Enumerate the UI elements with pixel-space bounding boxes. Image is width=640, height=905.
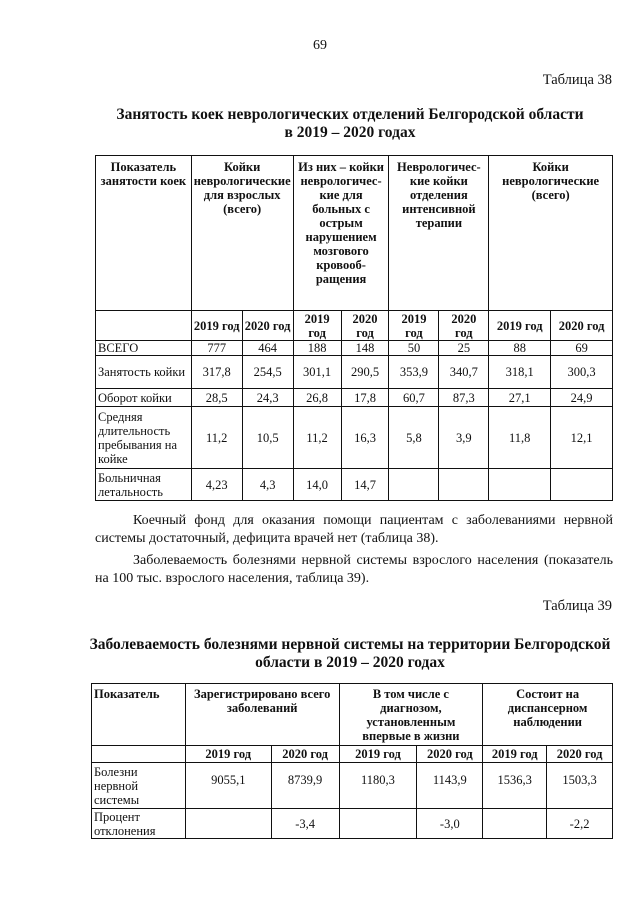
table39-year: 2020 год <box>271 746 339 763</box>
table-cell: 254,5 <box>242 356 293 389</box>
table-cell: 300,3 <box>551 356 613 389</box>
table-cell <box>439 469 489 501</box>
table39-header-registered: Зарегистрировано всего заболеваний <box>185 684 339 746</box>
table-cell: 301,1 <box>293 356 341 389</box>
table-cell: 777 <box>191 341 242 356</box>
table-cell: 24,9 <box>551 389 613 407</box>
paragraph: Заболеваемость болезнями нервной системы взрослого населения (показатель на 100 тыс. взрослого населения, таблица 39). <box>95 553 613 586</box>
table-cell: 340,7 <box>439 356 489 389</box>
table-cell: 290,5 <box>341 356 389 389</box>
table-cell: 1143,9 <box>417 763 483 809</box>
table39-year: 2019 год <box>339 746 417 763</box>
table39-header-indicator: Показатель <box>92 684 186 746</box>
row-label: Болезни нервной системы <box>92 763 186 809</box>
table-cell <box>185 809 271 839</box>
table-cell: -2,2 <box>547 809 613 839</box>
table-cell: 11,2 <box>191 407 242 469</box>
table-cell: 464 <box>242 341 293 356</box>
table38-year: 2020 год <box>242 311 293 341</box>
table-cell: 26,8 <box>293 389 341 407</box>
table38-header-icu-beds: Неврологичес-кие койки отделения интенсивной терапии <box>389 156 489 311</box>
row-label: Процент отклонения <box>92 809 186 839</box>
table38-header-indicator: Показатель занятости коек <box>96 156 192 311</box>
table-cell: 4,3 <box>242 469 293 501</box>
table38-year: 2020 год <box>439 311 489 341</box>
table38-title-line2: в 2019 – 2020 годах <box>284 124 416 141</box>
table-cell: -3,0 <box>417 809 483 839</box>
row-label: Больничная летальность <box>96 469 192 501</box>
table-cell: 27,1 <box>489 389 551 407</box>
table-cell: 87,3 <box>439 389 489 407</box>
paragraph: Коечный фонд для оказания помощи пациентам с заболеваниями нервной системы достаточный, дефицита врачей нет (таблица 38). <box>95 513 613 546</box>
table39-year: 2019 год <box>185 746 271 763</box>
table39-title <box>60 636 640 672</box>
table-cell: 3,9 <box>439 407 489 469</box>
table38-year: 2019 год <box>389 311 439 341</box>
row-label: Оборот койки <box>96 389 192 407</box>
table-cell: 24,3 <box>242 389 293 407</box>
table38-year-spacer <box>96 311 192 341</box>
table-cell: 88 <box>489 341 551 356</box>
table-cell: -3,4 <box>271 809 339 839</box>
table-cell: 16,3 <box>341 407 389 469</box>
table-cell: 14,7 <box>341 469 389 501</box>
table-row <box>96 356 613 389</box>
table-cell: 11,2 <box>293 407 341 469</box>
table-cell: 188 <box>293 341 341 356</box>
table-cell: 28,5 <box>191 389 242 407</box>
table39-year-spacer <box>92 746 186 763</box>
table-cell: 14,0 <box>293 469 341 501</box>
table-cell: 353,9 <box>389 356 439 389</box>
body-text <box>95 512 613 588</box>
table-row <box>96 341 613 356</box>
table38-year: 2020 год <box>551 311 613 341</box>
table-cell: 60,7 <box>389 389 439 407</box>
table39-header-first-diagnosed: В том числе с диагнозом, установленным впервые в жизни <box>339 684 483 746</box>
table39-title-line2: области в 2019 – 2020 годах <box>255 654 445 671</box>
table-cell: 317,8 <box>191 356 242 389</box>
table39 <box>91 683 613 839</box>
table38-caption: Таблица 38 <box>542 72 612 88</box>
table38-header-all-beds: Койки неврологические (всего) <box>489 156 613 311</box>
table38-year: 2019 год <box>191 311 242 341</box>
table39-header-dispensary: Состоит на диспансерном наблюдении <box>483 684 613 746</box>
row-label: Занятость койки <box>96 356 192 389</box>
table-cell: 318,1 <box>489 356 551 389</box>
table-cell: 50 <box>389 341 439 356</box>
table-cell <box>551 469 613 501</box>
table-cell <box>483 809 547 839</box>
table-row <box>96 389 613 407</box>
table39-year: 2020 год <box>417 746 483 763</box>
table-cell: 10,5 <box>242 407 293 469</box>
row-label: Средняя длительность пребывания на койке <box>96 407 192 469</box>
page-number: 69 <box>313 38 327 53</box>
table-cell <box>389 469 439 501</box>
table-cell: 8739,9 <box>271 763 339 809</box>
table-row <box>92 763 613 809</box>
table38-year: 2019 год <box>489 311 551 341</box>
table-row <box>92 809 613 839</box>
table-cell: 1536,3 <box>483 763 547 809</box>
table-cell: 69 <box>551 341 613 356</box>
row-label: ВСЕГО <box>96 341 192 356</box>
table-cell: 9055,1 <box>185 763 271 809</box>
table39-year: 2019 год <box>483 746 547 763</box>
table38-header-adult-beds: Койки неврологические для взрослых (всего) <box>191 156 293 311</box>
table-row <box>96 469 613 501</box>
table38-title-line1: Занятость коек неврологических отделений Белгородской области <box>116 106 584 123</box>
table39-year: 2020 год <box>547 746 613 763</box>
table38-title <box>60 106 640 142</box>
table38-header-stroke-beds: Из них – койки неврологичес-кие для больных с острым нарушением мозгового кровооб-ращения <box>293 156 389 311</box>
table-row <box>96 407 613 469</box>
table-cell: 25 <box>439 341 489 356</box>
table-cell: 4,23 <box>191 469 242 501</box>
table38-year: 2019 год <box>293 311 341 341</box>
table-cell: 12,1 <box>551 407 613 469</box>
table-cell: 1180,3 <box>339 763 417 809</box>
table-cell: 11,8 <box>489 407 551 469</box>
table-cell: 148 <box>341 341 389 356</box>
table-cell <box>489 469 551 501</box>
table-cell: 1503,3 <box>547 763 613 809</box>
table39-caption: Таблица 39 <box>542 598 612 614</box>
table38-year: 2020 год <box>341 311 389 341</box>
table-cell: 5,8 <box>389 407 439 469</box>
table38 <box>95 155 613 501</box>
table39-title-line1: Заболеваемость болезнями нервной системы на территории Белгородской <box>89 636 611 653</box>
table-cell <box>339 809 417 839</box>
table-cell: 17,8 <box>341 389 389 407</box>
